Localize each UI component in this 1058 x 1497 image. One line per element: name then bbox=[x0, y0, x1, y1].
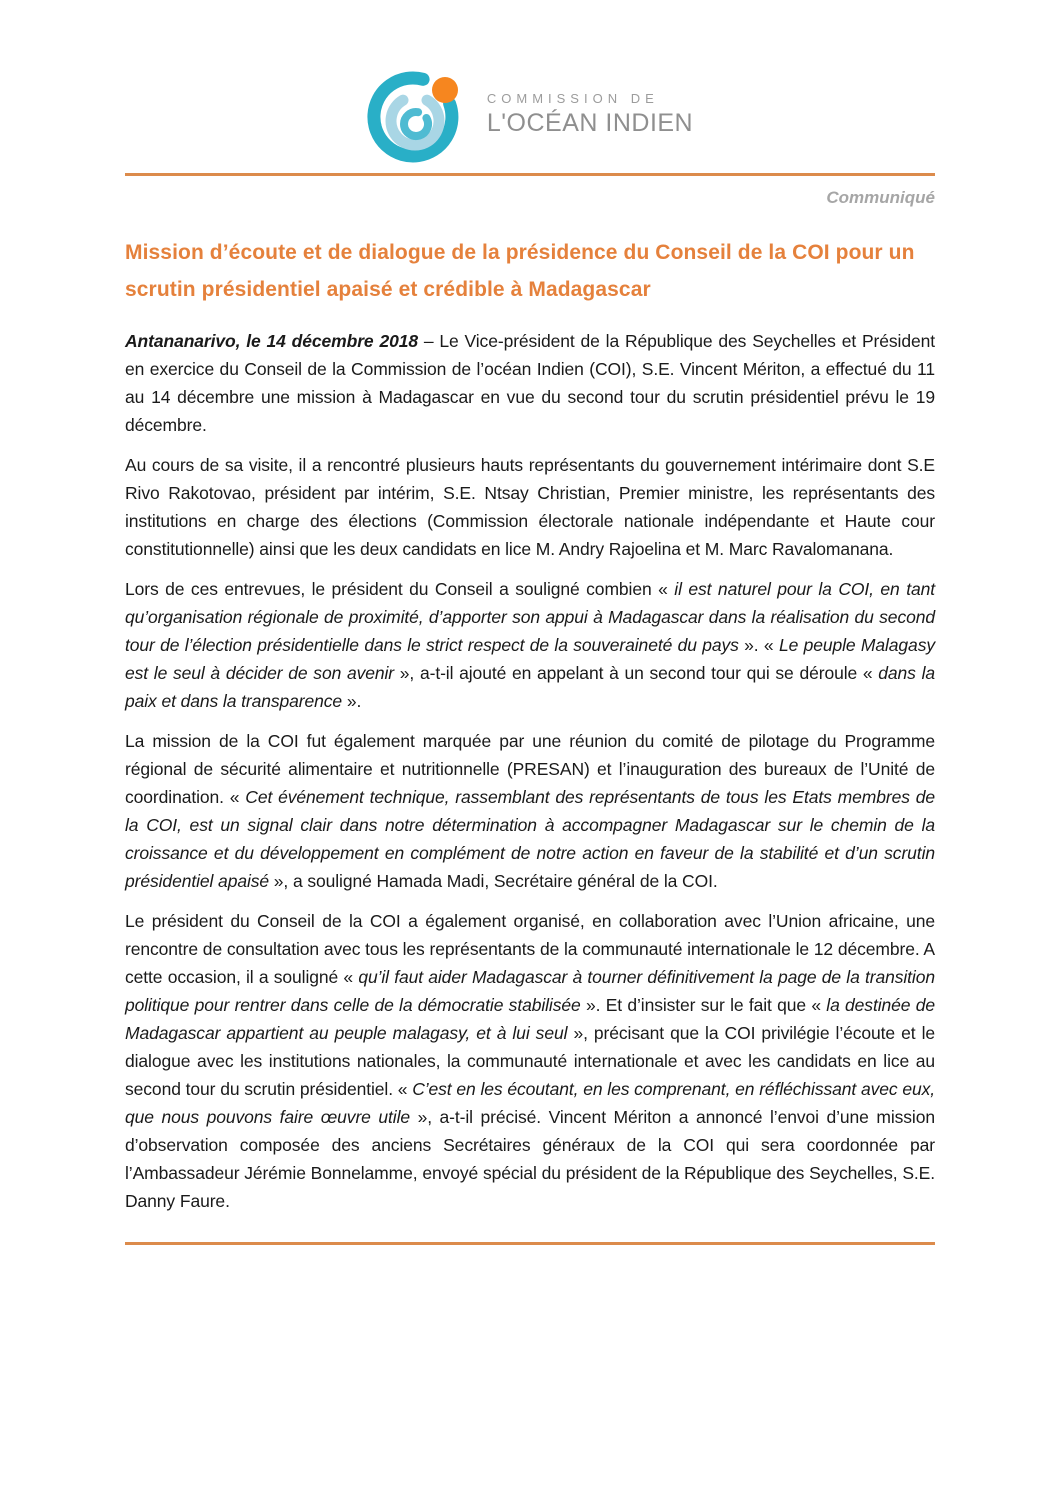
paragraph-segment: Au cours de sa visite, il a rencontré plusieurs hauts représentants du gouvernement intérimaire dont S.E Rivo Rakotovao, président par intérim, S.E. Ntsay Christian, Premier ministre, les représentants des institutions en charge des élections (Commission électorale nationale indépendante et Haute cour constitutionnelle) ainsi que les deux candidats en lice M. Andry Rajoelina et M. Marc Ravalomanana. bbox=[125, 455, 935, 559]
paragraph-segment: Le peuple Malagasy est le seul à décider de son avenir bbox=[125, 635, 935, 683]
paragraph-segment: dans la paix et dans la transparence bbox=[125, 663, 936, 711]
paragraph-segment: ». « bbox=[738, 635, 779, 655]
logo-orange-dot bbox=[432, 77, 458, 103]
paragraph-segment: Cet événement technique, rassemblant des représentants de tous les Etats membres de la COI, est un signal clair dans notre détermination à accompagner Madagascar sur le chemin de la croissance et du développement en complément de notre action en faveur de la stabilité et d’un scrutin présidentiel apaisé bbox=[125, 787, 935, 891]
paragraph-segment: il est naturel pour la COI, en tant qu’organisation régionale de proximité, d’apporter son appui à Madagascar dans la réalisation du second tour de l’élection présidentielle dans le strict respect de la souveraineté du pays bbox=[125, 579, 935, 655]
logo-wordmark-line1: COMMISSION DE bbox=[486, 90, 659, 106]
paragraph-segment: C’est en les écoutant, en les comprenant, en réfléchissant avec eux, que nous pouvons faire œuvre utile bbox=[125, 1079, 935, 1127]
paragraph bbox=[125, 575, 935, 715]
paragraph-segment: La mission de la COI fut également marquée par une réunion du comité de pilotage du Programme régional de sécurité alimentaire et nutritionnelle (PRESAN) et l’inauguration des bureaux de l’Unité de coordination. « bbox=[125, 731, 935, 807]
logo-wordmark bbox=[487, 91, 693, 138]
paragraph-segment: Le président du Conseil de la COI a également organisé, en collaboration avec l’Union africaine, une rencontre de consultation avec tous les représentants de la communauté internationale le 12 décembre. A cette occasion, il a souligné « bbox=[125, 911, 935, 987]
paragraph-segment: qu’il faut aider Madagascar à tourner définitivement la page de la transition politique pour rentrer dans celle de la démocratie stabilisée bbox=[125, 967, 935, 1015]
page-content bbox=[125, 62, 935, 1245]
logo-header bbox=[125, 62, 935, 166]
logo-wordmark-line2: L'OCÉAN INDIEN bbox=[486, 108, 694, 137]
paragraph-segment: la destinée de Madagascar appartient au peuple malagasy, et à lui seul bbox=[125, 995, 936, 1043]
paragraph-segment: Antananarivo, le 14 décembre 2018 bbox=[125, 331, 418, 351]
paragraph-segment: », précisant que la COI privilégie l’écoute et le dialogue avec les institutions nationales, la communauté internationale et avec les candidats en lice au second tour du scrutin présidentiel. « bbox=[125, 1023, 936, 1099]
paragraph-segment: – Le Vice-président de la République des Seychelles et Président en exercice du Conseil de la Commission de l’océan Indien (COI), S.E. Vincent Mériton, a effectué du 11 au 14 décembre une mission à Madagascar en vue du second tour du scrutin présidentiel prévu le 19 décembre. bbox=[125, 331, 935, 435]
paragraph-segment: », a-t-il précisé. Vincent Mériton a annoncé l’envoi d’une mission d’observation composée des anciens Secrétaires généraux de la COI qui sera coordonnée par l’Ambassadeur Jérémie Bonnelamme, envoyé spécial du président de la République des Seychelles, S.E. Danny Faure. bbox=[125, 1107, 935, 1211]
orange-rule-bottom bbox=[125, 1242, 935, 1245]
paragraph-segment: Lors de ces entrevues, le président du Conseil a souligné combien « bbox=[125, 579, 675, 599]
paragraph-segment: ». bbox=[342, 691, 362, 711]
paragraph-segment: », a-t-il ajouté en appelant à un second tour qui se déroule « bbox=[394, 663, 879, 683]
article-body bbox=[125, 327, 935, 1215]
paragraph bbox=[125, 327, 935, 439]
paragraph-segment: », a souligné Hamada Madi, Secrétaire général de la COI. bbox=[269, 871, 718, 891]
paragraph-segment: ». Et d’insister sur le fait que « bbox=[580, 995, 827, 1015]
communique-label: Communiqué bbox=[826, 188, 935, 207]
coi-logo-icon bbox=[367, 64, 467, 164]
orange-rule-top bbox=[125, 173, 935, 176]
paragraph bbox=[125, 907, 935, 1215]
paragraph bbox=[125, 727, 935, 895]
article-title: Mission d’écoute et de dialogue de la présidence du Conseil de la COI pour un scrutin présidentiel apaisé et crédible à Madagascar bbox=[125, 241, 915, 301]
paragraph bbox=[125, 451, 935, 563]
